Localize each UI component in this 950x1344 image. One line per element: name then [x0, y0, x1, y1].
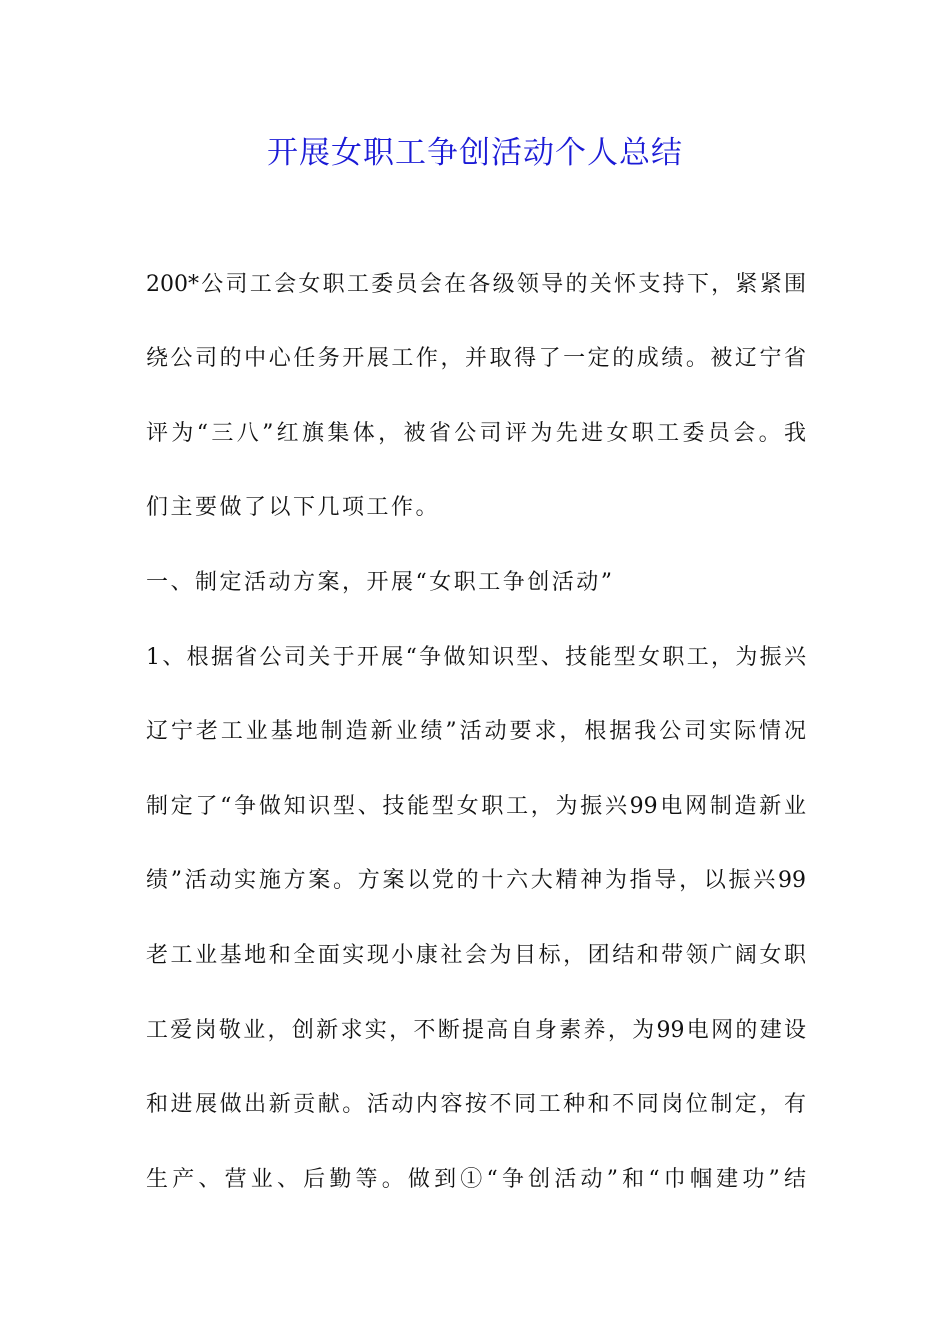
- document-title: 开展女职工争创活动个人总结: [267, 135, 683, 171]
- body-line-4: 们主要做了以下几项工作。: [146, 495, 441, 520]
- body-line-13: 生产、营业、后勤等。做到①“争创活动”和“巾帼建功”结: [146, 1167, 806, 1192]
- body-line-6: 1、根据省公司关于开展“争做知识型、技能型女职工，为振兴: [146, 645, 806, 670]
- body-line-1: 200*公司工会女职工委员会在各级领导的关怀支持下，紧紧围: [146, 272, 806, 297]
- body-line-11: 工爱岗敬业，创新求实，不断提高自身素养，为99电网的建设: [146, 1018, 806, 1043]
- body-line-10: 老工业基地和全面实现小康社会为目标，团结和带领广阔女职: [146, 943, 806, 968]
- body-line-2: 绕公司的中心任务开展工作，并取得了一定的成绩。被辽宁省: [146, 346, 806, 371]
- body-line-3: 评为“三八”红旗集体，被省公司评为先进女职工委员会。我: [146, 421, 806, 446]
- body-line-12: 和进展做出新贡献。活动内容按不同工种和不同岗位制定，有: [146, 1092, 806, 1117]
- body-line-9: 绩”活动实施方案。方案以党的十六大精神为指导，以振兴99: [146, 868, 806, 893]
- body-line-8: 制定了“争做知识型、技能型女职工，为振兴99电网制造新业: [146, 794, 806, 819]
- body-line-7: 辽宁老工业基地制造新业绩”活动要求，根据我公司实际情况: [146, 719, 806, 744]
- section-heading-1: 一、制定活动方案，开展“女职工争创活动”: [146, 570, 615, 595]
